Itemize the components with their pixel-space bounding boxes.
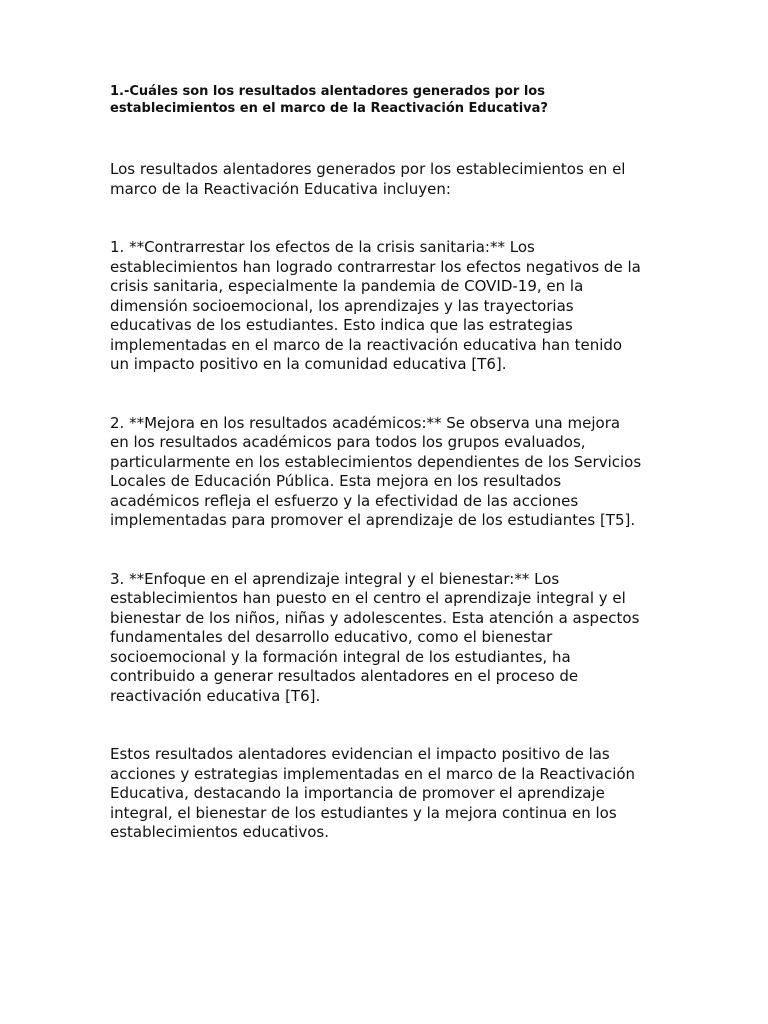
result-item-3: 3. **Enfoque en el aprendizaje integral y el bienestar:** Los establecimientos han puesto en el centro el aprendizaje integral y el bienestar de los niños, niñas y adolescentes. Esta atención a aspectos fundamentales del desarrollo educativo, como el bienestar socioemocional y la formación integral de los estudiantes, ha contribuido a generar resultados alentadores en el proceso de reactivación educativa [T6].: [110, 569, 640, 705]
conclusion-paragraph: Estos resultados alentadores evidencian el impacto positivo de las acciones y estrategias implementadas en el marco de la Reactivación Educativa, destacando la importancia de promover el aprendizaje integral, el bienestar de los estudiantes y la mejora continua en los establecimientos educativos.: [110, 745, 636, 841]
intro-paragraph: Los resultados alentadores generados por los establecimientos en el marco de la Reactivación Educativa incluyen:: [110, 160, 626, 198]
question-heading: 1.-Cuáles son los resultados alentadores generados por los establecimientos en el marco de la Reactivación Educativa?: [110, 84, 548, 116]
result-item-1: 1. **Contrarrestar los efectos de la crisis sanitaria:** Los establecimientos han logrado contrarrestar los efectos negativos de la crisis sanitaria, especialmente la pandemia de COVID-19, en la dimensión socioemocional, los aprendizajes y las trayectorias educativas de los estudiantes. Esto indica que las estrategias implementadas en el marco de la reactivación educativa han tenido un impacto positivo en la comunidad educativa [T6].: [110, 238, 641, 373]
document-body: [110, 83, 670, 843]
result-item-2: 2. **Mejora en los resultados académicos:** Se observa una mejora en los resultados académicos para todos los grupos evaluados, particularmente en los establecimientos dependientes de los Servicios Locales de Educación Pública. Esta mejora en los resultados académicos refleja el esfuerzo y la efectividad de las acciones implementadas para promover el aprendizaje de los estudiantes [T5].: [110, 413, 642, 529]
